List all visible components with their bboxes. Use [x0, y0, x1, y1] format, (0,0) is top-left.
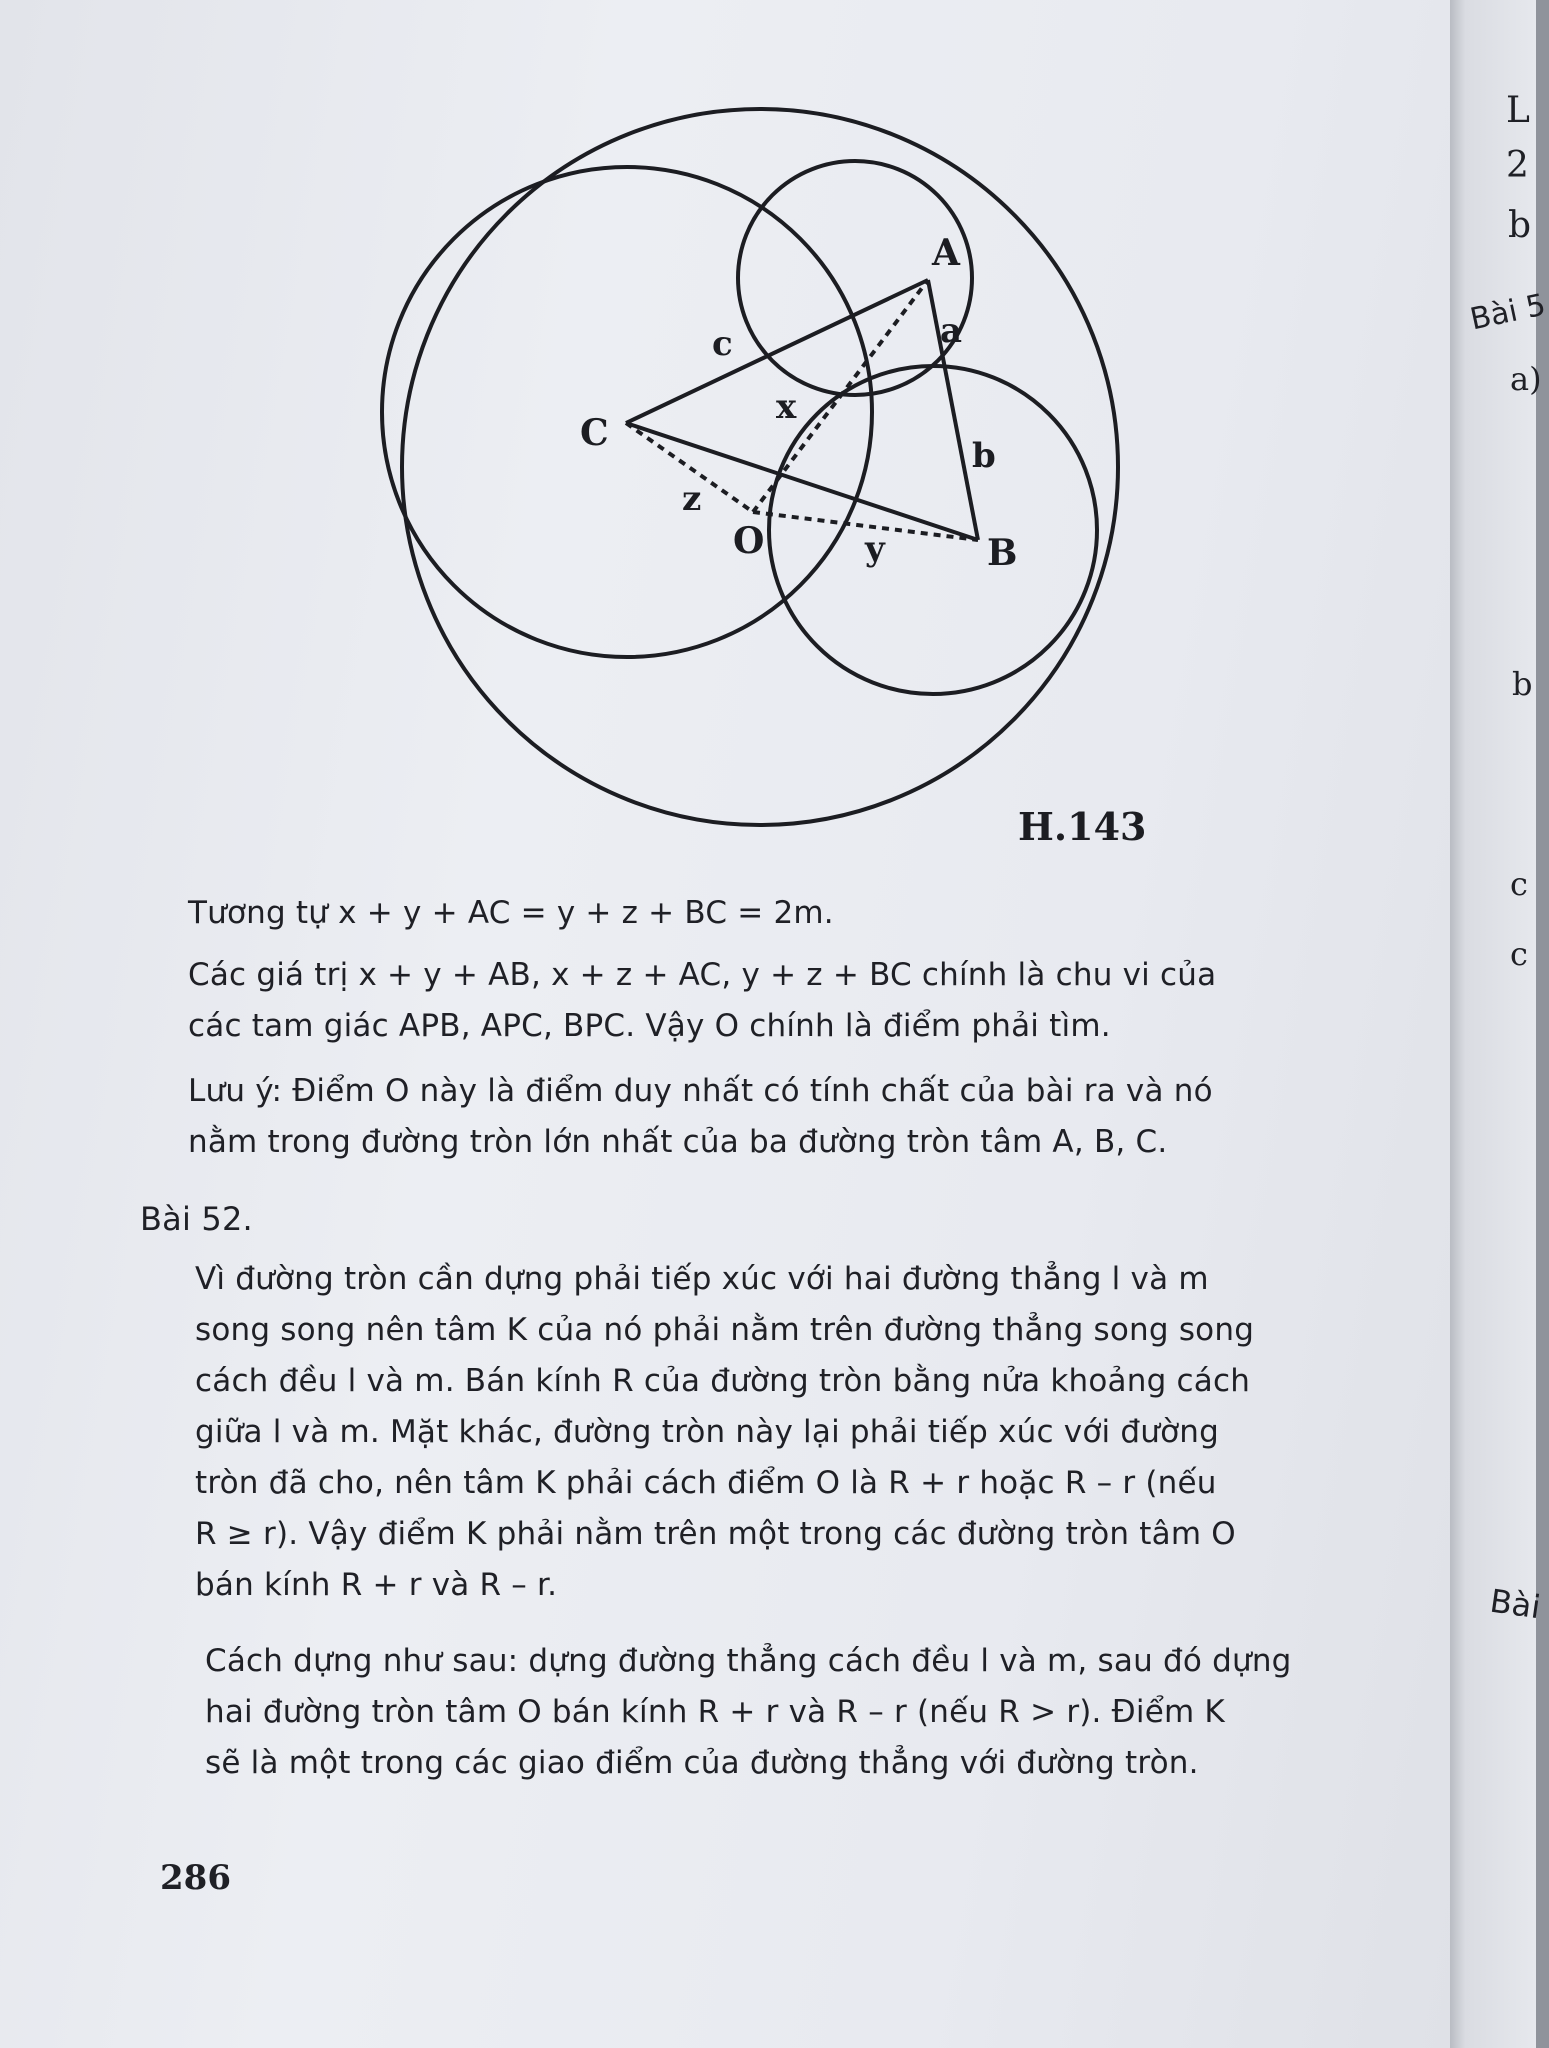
- text-line: Cách dựng như sau: dựng đường thẳng cách đều l và m, sau đó dựng: [205, 1643, 1292, 1679]
- label-a-lower: a: [940, 311, 963, 351]
- label-a: A: [932, 232, 960, 274]
- exercise-heading: Bài 52.: [140, 1200, 253, 1238]
- text-line: Các giá trị x + y + AB, x + z + AC, y + z + BC chính là chu vi của: [188, 957, 1217, 993]
- text-line: nằm trong đường tròn lớn nhất của ba đường tròn tâm A, B, C.: [188, 1124, 1168, 1160]
- paragraph-note: [188, 1066, 1213, 1168]
- label-x: x: [776, 387, 797, 427]
- label-y: y: [865, 529, 885, 569]
- text-line: Tương tự x + y + AC = y + z + BC = 2m.: [188, 895, 834, 931]
- edge-fragment: c: [1510, 865, 1528, 903]
- circle-center-c: [382, 167, 872, 657]
- paragraph-similar: [188, 888, 834, 939]
- label-c-lower: c: [712, 324, 733, 364]
- text-line: Lưu ý: Điểm O này là điểm duy nhất có tính chất của bài ra và nó: [188, 1073, 1213, 1109]
- edge-fragment: 2: [1506, 145, 1529, 186]
- side-cb: [626, 423, 978, 540]
- paragraph-solution: [195, 1254, 1254, 1611]
- edge-fragment: c: [1510, 935, 1528, 973]
- label-o: O: [733, 520, 765, 562]
- page-number: 286: [160, 1858, 231, 1898]
- figure-caption: H.143: [1018, 804, 1147, 849]
- label-b-lower: b: [972, 436, 996, 476]
- text-line: tròn đã cho, nên tâm K phải cách điểm O là R + r hoặc R – r (nếu: [195, 1465, 1217, 1501]
- text-line: Vì đường tròn cần dựng phải tiếp xúc với hai đường thẳng l và m: [195, 1261, 1209, 1297]
- edge-fragment: Bài: [1487, 1581, 1543, 1627]
- label-z: z: [682, 479, 702, 519]
- text-line: bán kính R + r và R – r.: [195, 1567, 558, 1603]
- circle-center-a: [738, 161, 972, 395]
- text-line: sẽ là một trong các giao điểm của đường thẳng với đường tròn.: [205, 1745, 1199, 1781]
- paragraph-construction: [205, 1636, 1292, 1789]
- label-b: B: [987, 532, 1018, 574]
- edge-fragment: L: [1506, 90, 1530, 131]
- edge-fragment: b: [1508, 205, 1532, 246]
- edge-fragment: a): [1510, 360, 1542, 398]
- text-line: giữa l và m. Mặt khác, đường tròn này lại phải tiếp xúc với đường: [195, 1414, 1219, 1450]
- adjacent-page-edge: [1450, 0, 1549, 2048]
- label-c: C: [580, 412, 609, 454]
- text-line: cách đều l và m. Bán kính R của đường tròn bằng nửa khoảng cách: [195, 1363, 1251, 1399]
- figure-h143: [360, 100, 1160, 880]
- edge-fragment: b: [1512, 665, 1533, 703]
- text-line: R ≥ r). Vậy điểm K phải nằm trên một trong các đường tròn tâm O: [195, 1516, 1236, 1552]
- text-line: song song nên tâm K của nó phải nằm trên đường thẳng song song: [195, 1312, 1255, 1348]
- edge-fragment: Bài 5: [1467, 287, 1549, 338]
- text-line: hai đường tròn tâm O bán kính R + r và R – r (nếu R > r). Điểm K: [205, 1694, 1225, 1730]
- text-line: các tam giác APB, APC, BPC. Vậy O chính là điểm phải tìm.: [188, 1008, 1111, 1044]
- circle-center-b: [769, 366, 1097, 694]
- paragraph-perimeters: [188, 950, 1216, 1052]
